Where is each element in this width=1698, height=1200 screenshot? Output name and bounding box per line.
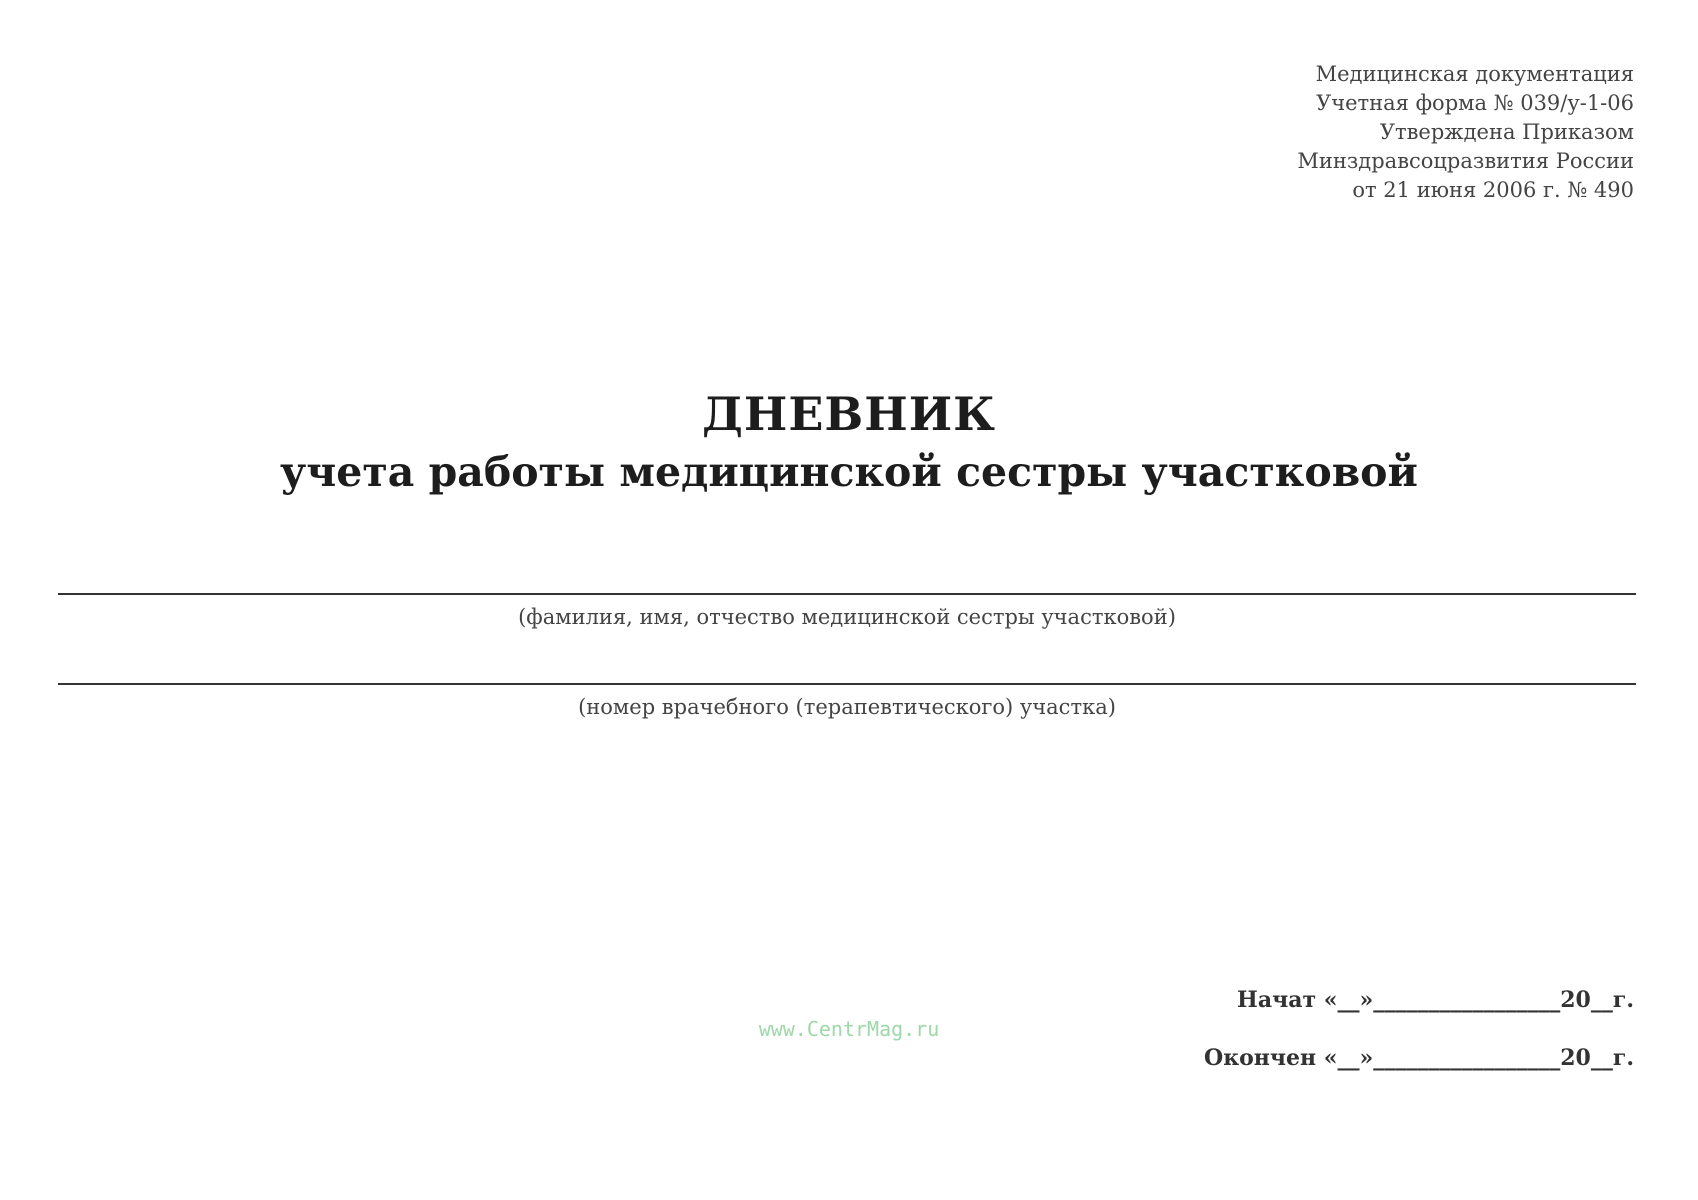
nurse-name-line (58, 593, 1636, 595)
title-main: ДНЕВНИК (701, 387, 997, 441)
date-started: Начат «__»_________________20__г. (1237, 987, 1634, 1013)
form-approval-header (1297, 60, 1634, 205)
date-finished: Окончен «__»_________________20__г. (1204, 1045, 1634, 1071)
nurse-name-field (58, 593, 1636, 631)
district-number-field (58, 683, 1636, 721)
title-subtitle: учета работы медицинской сестры участковой (280, 448, 1418, 496)
document-title (0, 385, 1698, 501)
header-line-approved: Утверждена Приказом (1379, 120, 1634, 144)
district-number-line (58, 683, 1636, 685)
dates-block (1204, 985, 1634, 1101)
header-line-ministry: Минздравсоцразвития России (1297, 149, 1634, 173)
header-line-order-date: от 21 июня 2006 г. № 490 (1352, 178, 1634, 202)
watermark: www.CentrMag.ru (758, 1017, 940, 1041)
header-line-documentation: Медицинская документация (1315, 62, 1634, 86)
header-line-form-number: Учетная форма № 039/у-1-06 (1316, 91, 1634, 115)
nurse-name-caption: (фамилия, имя, отчество медицинской сестры участковой) (518, 605, 1176, 629)
district-number-caption: (номер врачебного (терапевтического) участка) (578, 695, 1116, 719)
